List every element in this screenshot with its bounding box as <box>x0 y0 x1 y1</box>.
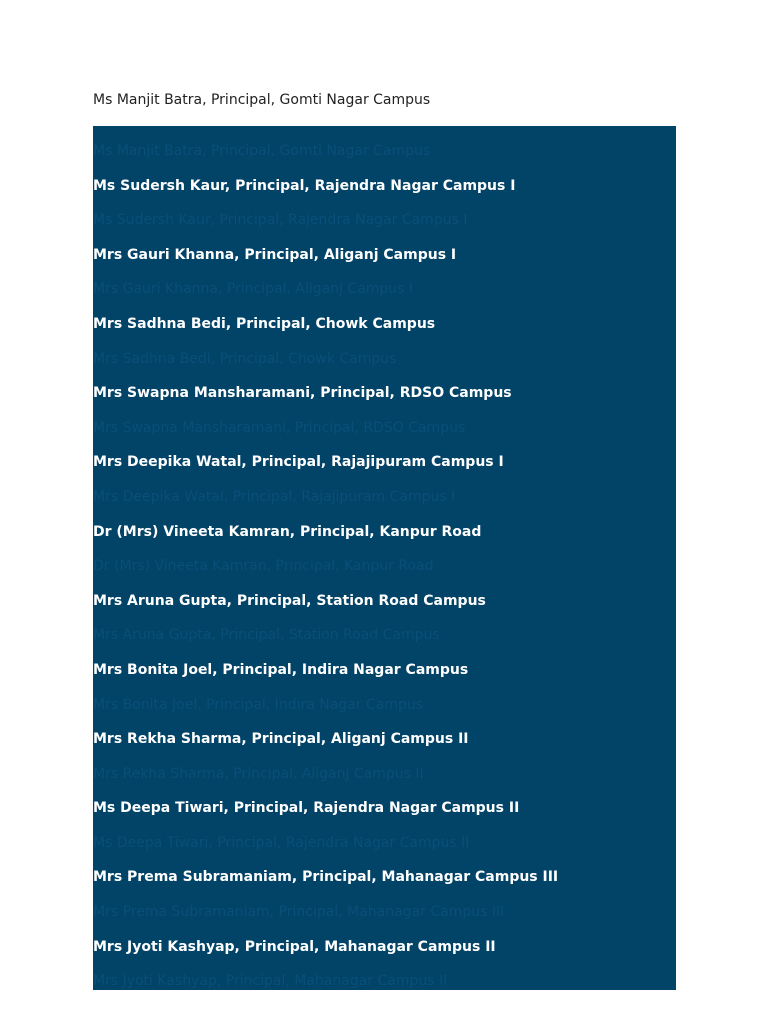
principal-entry: Mrs Swapna Mansharamani, Principal, RDSO Campus <box>93 385 512 402</box>
principal-entry: Mrs Aruna Gupta, Principal, Station Road Campus <box>93 592 486 609</box>
principal-entry-shadow: Mrs Prema Subramaniam, Principal, Mahanagar Campus III <box>93 904 505 921</box>
principal-list <box>93 141 676 990</box>
principal-list-panel <box>93 126 676 990</box>
principal-entry: Mrs Sadhna Bedi, Principal, Chowk Campus <box>93 315 436 332</box>
heading-line: Ms Manjit Batra, Principal, Gomti Nagar Campus <box>93 92 431 108</box>
principal-entry: Dr (Mrs) Vineeta Kamran, Principal, Kanpur Road <box>93 523 482 540</box>
principal-entry-shadow: Mrs Jyoti Kashyap, Principal, Mahanagar Campus II <box>93 973 448 990</box>
principal-entry: Mrs Rekha Sharma, Principal, Aliganj Campus II <box>93 731 469 748</box>
principal-entry-shadow: Mrs Bonita Joel, Principal, Indira Nagar Campus <box>93 696 424 713</box>
principal-entry-shadow: Mrs Gauri Khanna, Principal, Aliganj Campus I <box>93 281 414 298</box>
principal-entry-shadow: Mrs Swapna Mansharamani, Principal, RDSO Campus <box>93 419 466 436</box>
principal-entry-shadow: Dr (Mrs) Vineeta Kamran, Principal, Kanpur Road <box>93 558 434 575</box>
principal-entry-shadow: Ms Sudersh Kaur, Principal, Rajendra Nagar Campus I <box>93 212 468 229</box>
principal-entry-shadow: Mrs Deepika Watal, Principal, Rajajipuram Campus I <box>93 488 456 505</box>
principal-entry: Mrs Deepika Watal, Principal, Rajajipuram Campus I <box>93 454 504 471</box>
principal-entry: Mrs Jyoti Kashyap, Principal, Mahanagar Campus II <box>93 938 496 955</box>
principal-entry-shadow: Mrs Aruna Gupta, Principal, Station Road Campus <box>93 627 440 644</box>
principal-entry: Mrs Gauri Khanna, Principal, Aliganj Campus I <box>93 246 457 263</box>
principal-entry: Ms Sudersh Kaur, Principal, Rajendra Nagar Campus I <box>93 177 516 194</box>
principal-entry-shadow: Mrs Rekha Sharma, Principal, Aliganj Campus II <box>93 765 424 782</box>
principal-entry: Mrs Bonita Joel, Principal, Indira Nagar Campus <box>93 661 469 678</box>
principal-entry-shadow: Mrs Sadhna Bedi, Principal, Chowk Campus <box>93 350 397 367</box>
principal-entry-shadow: Ms Manjit Batra, Principal, Gomti Nagar Campus <box>93 143 431 159</box>
principal-entry: Mrs Prema Subramaniam, Principal, Mahanagar Campus III <box>93 869 559 886</box>
principal-entry: Ms Deepa Tiwari, Principal, Rajendra Nagar Campus II <box>93 800 520 817</box>
principal-entry-shadow: Ms Deepa Tiwari, Principal, Rajendra Nagar Campus II <box>93 834 470 851</box>
